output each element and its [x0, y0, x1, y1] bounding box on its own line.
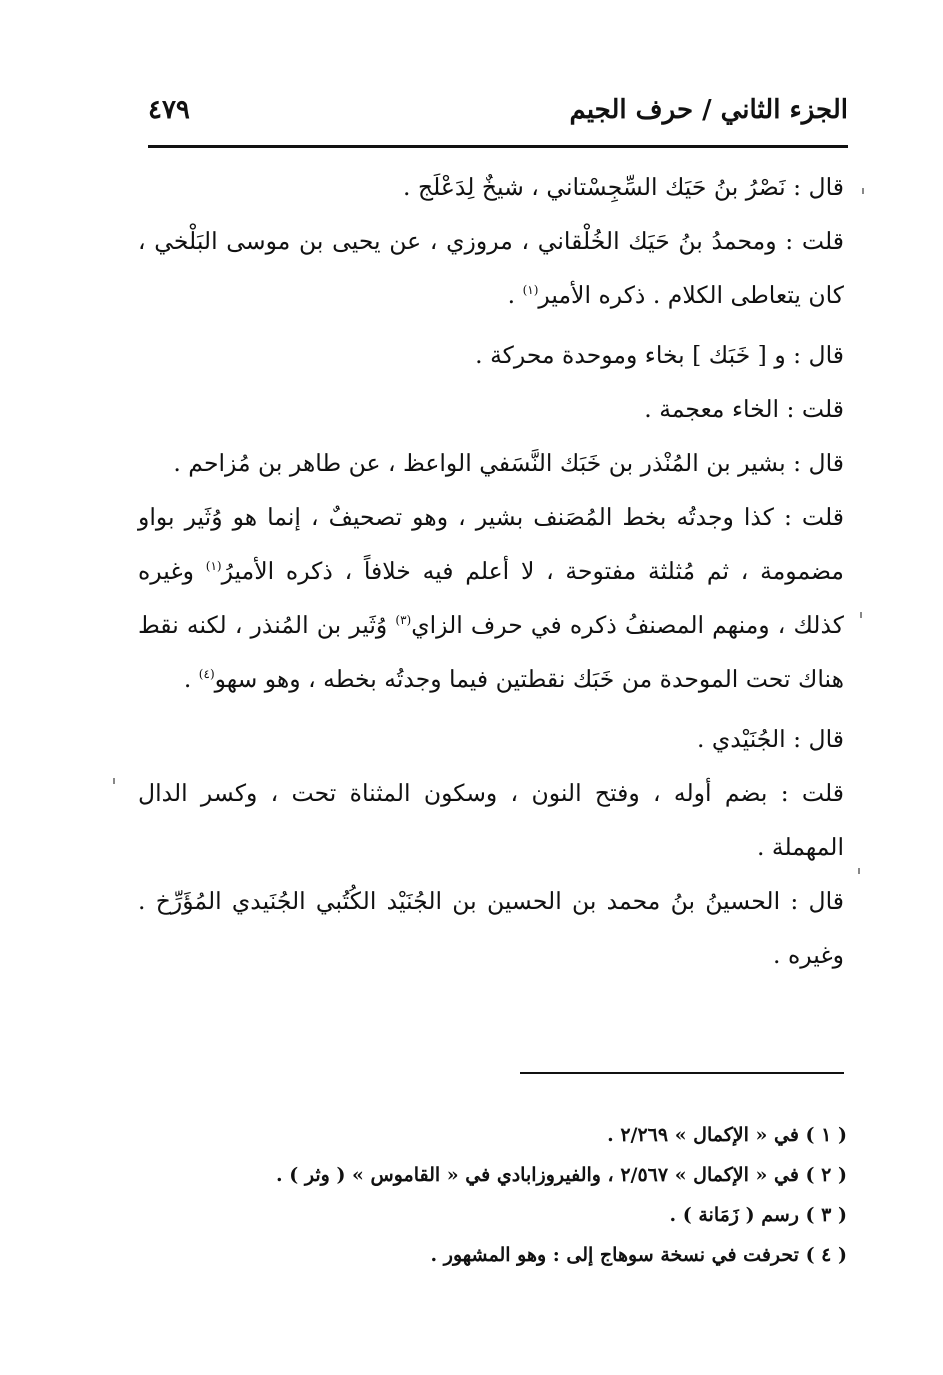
paragraph-3: قال : و [ خَبَك ] بخاء وموحدة محركة .: [475, 341, 844, 369]
paragraph-6: [138, 490, 844, 706]
header-rule: [148, 145, 848, 148]
page-number: ٤٧٩: [148, 95, 190, 125]
paragraph-5: قال : بشير بن المُنْذر بن خَبَك النَّسَفي الواعظ ، عن طاهر بن مُزاحم .: [173, 449, 844, 477]
paragraph-2: [138, 214, 844, 322]
footnote-4: ( ٤ ) تحرفت في نسخة سوهاج إلى : وهو المشهور .: [430, 1244, 847, 1266]
header-title: الجزء الثاني / حرف الجيم: [569, 95, 848, 125]
paragraph-6-part-a: قلت : كذا وجدتُه بخط المُصَنف بشير ، وهو تصحيفٌ ، إنما هو وُثَير بواو مضمومة ، ثم مُثلثة مفتوحة ، لا أعلم فيه خلافاً ، ذكره الأميرُ: [138, 503, 844, 585]
paragraph-9: قال : الحسينُ بنُ محمد بن الحسين بن الجُنَيْد الكُتُبي الجُنَيدي المُؤَرِّخ . وغيره .: [138, 887, 844, 969]
scan-speck: [113, 778, 115, 784]
footnote-1: ( ١ ) في « الإكمال » ٢/٢٦٩ .: [607, 1124, 847, 1146]
paragraph-4: قلت : الخاء معجمة .: [644, 395, 844, 423]
footnote-ref: (١): [522, 283, 539, 298]
footnote-ref: (٣): [395, 613, 412, 628]
footnote-3: ( ٣ ) رسم ( زَمَانة ) .: [669, 1204, 847, 1226]
scan-speck: [860, 612, 862, 618]
footnotes: [207, 1115, 847, 1275]
paragraph-1: قال : نَصْرُ بنُ حَيَك السِّجِسْتاني ، شيخٌ لِدَعْلَج .: [403, 173, 844, 201]
paragraph-2-end: .: [507, 281, 523, 309]
paragraph-6-part-b: وغيره كذلك ، ومنهم المصنفُ ذكره في حرف الزاي: [138, 557, 844, 639]
footnote-rule: [520, 1072, 844, 1074]
running-header: [148, 95, 848, 141]
scan-speck: [858, 868, 860, 874]
paragraph-6-part-c: وُثَير بن المُنذر ، لكنه نقط هناك تحت الموحدة من خَبَك نقطتين فيما وجدتُه بخطه ، وهو سهو: [138, 611, 844, 693]
paragraph-7: قال : الجُنَيْدي .: [696, 725, 844, 753]
footnote-ref: (١): [205, 559, 222, 574]
paragraph-6-end: .: [183, 665, 199, 693]
footnote-2: ( ٢ ) في « الإكمال » ٢/٥٦٧ ، والفيروزابادي في « القاموس » ( وثر ) .: [276, 1164, 847, 1186]
paragraph-8: قلت : بضم أوله ، وفتح النون ، وسكون المثناة تحت ، وكسر الدال المهملة .: [138, 779, 844, 861]
paragraph-2-text: قلت : ومحمدُ بنُ حَيَك الخُلْقاني ، مروزي ، عن يحيى بن موسى البَلْخي ، كان يتعاطى الكلام . ذكره الأمير: [138, 227, 844, 309]
scan-speck: [862, 188, 864, 194]
footnote-ref: (٤): [198, 667, 215, 682]
main-text: [138, 160, 844, 982]
